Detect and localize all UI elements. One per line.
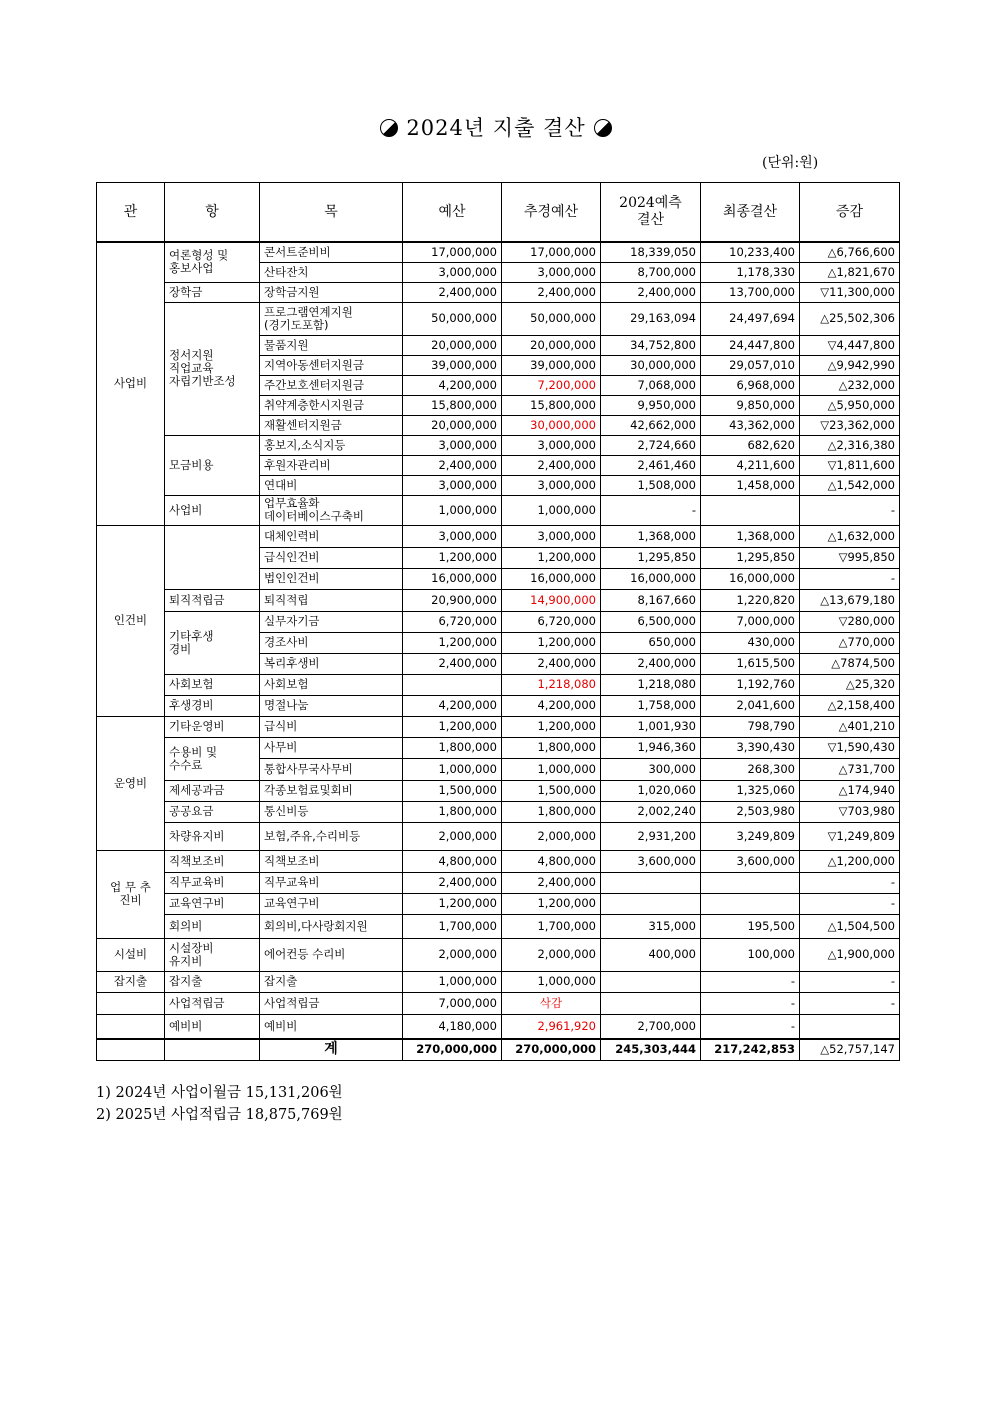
cell-final: 10,233,400: [701, 242, 800, 262]
cell-mok: 업무효율화 데이터베이스구축비: [260, 495, 403, 525]
cell-change: △1,900,000: [800, 938, 900, 971]
cell-change: △1,821,670: [800, 262, 900, 282]
table-row: [97, 1014, 900, 1039]
cell-gwan: [97, 992, 165, 1014]
cell-mok: 퇴직적립: [260, 589, 403, 611]
cell-forecast: 16,000,000: [601, 568, 701, 589]
cell-final: 3,600,000: [701, 850, 800, 872]
cell-budget: 1,700,000: [403, 914, 502, 938]
cell-supplementary: 2,961,920: [502, 1014, 601, 1039]
cell-change: △25,320: [800, 674, 900, 695]
cell-budget: 3,000,000: [403, 435, 502, 455]
cell-mok: 법인인건비: [260, 568, 403, 589]
table-row: [97, 695, 900, 716]
cell-mok: 취약계층한시지원금: [260, 395, 403, 415]
title-text: 2024년 지출 결산: [406, 116, 586, 140]
cell-hang: 회의비: [165, 914, 260, 938]
cell-final: -: [701, 971, 800, 992]
cell-budget: 1,200,000: [403, 632, 502, 653]
cell-hang: 시설장비 유지비: [165, 938, 260, 971]
cell-final: -: [701, 1014, 800, 1039]
cell-change: △1,200,000: [800, 850, 900, 872]
cell-budget: 1,200,000: [403, 716, 502, 737]
cell-supplementary: 30,000,000: [502, 415, 601, 435]
cell-mok: 연대비: [260, 475, 403, 495]
cell-mok: 잡지출: [260, 971, 403, 992]
cell-supplementary: 삭감: [502, 992, 601, 1014]
table-row: [97, 893, 900, 914]
cell-budget: 39,000,000: [403, 355, 502, 375]
cell-mok: 통합사무국사무비: [260, 758, 403, 780]
cell-budget: 16,000,000: [403, 568, 502, 589]
cell-hang: 잡지출: [165, 971, 260, 992]
header-supplementary-budget: 추경예산: [502, 183, 601, 243]
table-row: [97, 801, 900, 822]
cell-mok: 주간보호센터지원금: [260, 375, 403, 395]
cell-forecast: 650,000: [601, 632, 701, 653]
cell-supplementary: 3,000,000: [502, 435, 601, 455]
cell-final: -: [701, 992, 800, 1014]
table-row: [97, 302, 900, 335]
cell-forecast: 3,600,000: [601, 850, 701, 872]
table-row: [97, 780, 900, 801]
cell-change: △5,950,000: [800, 395, 900, 415]
header-change: 증감: [800, 183, 900, 243]
cell-supplementary: 1,800,000: [502, 801, 601, 822]
cell-mok: 산타잔치: [260, 262, 403, 282]
cell-budget: 7,000,000: [403, 992, 502, 1014]
cell-forecast: 42,662,000: [601, 415, 701, 435]
cell-budget: 1,800,000: [403, 801, 502, 822]
cell-budget: 20,900,000: [403, 589, 502, 611]
cell-budget: 20,000,000: [403, 415, 502, 435]
cell-supplementary: 1,500,000: [502, 780, 601, 801]
cell-change: -: [800, 872, 900, 893]
cell-budget: 1,500,000: [403, 780, 502, 801]
cell-hang: 기타운영비: [165, 716, 260, 737]
cell-change: ▽703,980: [800, 801, 900, 822]
header-budget: 예산: [403, 183, 502, 243]
cell-budget: 1,800,000: [403, 737, 502, 758]
cell-hang: 정서지원 직업교육 자립기반조성: [165, 302, 260, 435]
total-final: 217,242,853: [701, 1039, 800, 1060]
cell-forecast: 2,002,240: [601, 801, 701, 822]
cell-forecast: 18,339,050: [601, 242, 701, 262]
cell-forecast: 2,700,000: [601, 1014, 701, 1039]
cell-supplementary: 20,000,000: [502, 335, 601, 355]
cell-change: △1,632,000: [800, 525, 900, 547]
cell-forecast: 1,508,000: [601, 475, 701, 495]
cell-supplementary: 2,400,000: [502, 282, 601, 302]
cell-mok: 급식비: [260, 716, 403, 737]
cell-forecast: 300,000: [601, 758, 701, 780]
cell-forecast: 8,167,660: [601, 589, 701, 611]
cell-supplementary: 1,200,000: [502, 716, 601, 737]
cell-forecast: 400,000: [601, 938, 701, 971]
cell-forecast: [601, 872, 701, 893]
cell-hang: 수용비 및 수수료: [165, 737, 260, 780]
cell-final: 1,325,060: [701, 780, 800, 801]
cell-hang: 후생경비: [165, 695, 260, 716]
cell-forecast: 2,400,000: [601, 282, 701, 302]
header-hang: 항: [165, 183, 260, 243]
cell-supplementary: 50,000,000: [502, 302, 601, 335]
cell-supplementary: 39,000,000: [502, 355, 601, 375]
table-row: [97, 674, 900, 695]
table-row: [97, 822, 900, 850]
cell-change: ▽1,590,430: [800, 737, 900, 758]
total-budget: 270,000,000: [403, 1039, 502, 1060]
cell-budget: 20,000,000: [403, 335, 502, 355]
cell-mok: 경조사비: [260, 632, 403, 653]
cell-mok: 사회보험: [260, 674, 403, 695]
cell-supplementary: 1,000,000: [502, 971, 601, 992]
cell-final: 16,000,000: [701, 568, 800, 589]
cell-forecast: 30,000,000: [601, 355, 701, 375]
cell-supplementary: 17,000,000: [502, 242, 601, 262]
header-gwan: 관: [97, 183, 165, 243]
cell-mok: 사업적립금: [260, 992, 403, 1014]
note-reserve: 2) 2025년 사업적립금 18,875,769원: [96, 1107, 343, 1123]
cell-gwan: 잡지출: [97, 971, 165, 992]
table-row: [97, 282, 900, 302]
total-blank: [165, 1039, 260, 1060]
cell-supplementary: 16,000,000: [502, 568, 601, 589]
cell-budget: 2,000,000: [403, 938, 502, 971]
cell-change: △1,542,000: [800, 475, 900, 495]
cell-final: [701, 495, 800, 525]
cell-budget: 1,200,000: [403, 893, 502, 914]
cell-budget: 1,000,000: [403, 758, 502, 780]
cell-final: 24,447,800: [701, 335, 800, 355]
cell-budget: 1,200,000: [403, 547, 502, 568]
cell-supplementary: 1,800,000: [502, 737, 601, 758]
cell-forecast: 2,461,460: [601, 455, 701, 475]
cell-change: △6,766,600: [800, 242, 900, 262]
cell-final: 13,700,000: [701, 282, 800, 302]
cell-budget: 4,200,000: [403, 375, 502, 395]
cell-change: △13,679,180: [800, 589, 900, 611]
cell-final: 7,000,000: [701, 611, 800, 632]
cell-budget: 4,180,000: [403, 1014, 502, 1039]
cell-final: 1,458,000: [701, 475, 800, 495]
cell-forecast: 6,500,000: [601, 611, 701, 632]
cell-hang: 퇴직적립금: [165, 589, 260, 611]
cell-mok: 실무자기금: [260, 611, 403, 632]
cell-gwan: [97, 1014, 165, 1039]
total-label: 계: [260, 1039, 403, 1060]
cell-supplementary: 4,800,000: [502, 850, 601, 872]
cell-change: -: [800, 992, 900, 1014]
cell-forecast: [601, 971, 701, 992]
cell-forecast: -: [601, 495, 701, 525]
cell-mok: 장학금지원: [260, 282, 403, 302]
cell-mok: 후원자관리비: [260, 455, 403, 475]
cell-budget: 3,000,000: [403, 525, 502, 547]
cell-hang: 공공요금: [165, 801, 260, 822]
cell-change: -: [800, 568, 900, 589]
cell-hang: 예비비: [165, 1014, 260, 1039]
cell-change: ▽1,811,600: [800, 455, 900, 475]
cell-supplementary: 6,720,000: [502, 611, 601, 632]
notes: [96, 1082, 343, 1126]
table-row: [97, 992, 900, 1014]
cell-final: 1,368,000: [701, 525, 800, 547]
cell-hang: 장학금: [165, 282, 260, 302]
cell-mok: 재활센터지원금: [260, 415, 403, 435]
header-forecast: 2024예측 결산: [601, 183, 701, 243]
table-row: [97, 914, 900, 938]
cell-change: △9,942,990: [800, 355, 900, 375]
cell-change: ▽280,000: [800, 611, 900, 632]
total-blank: [97, 1039, 165, 1060]
cell-forecast: 1,001,930: [601, 716, 701, 737]
table-row: [97, 495, 900, 525]
cell-mok: 회의비,다사랑회지원: [260, 914, 403, 938]
cell-supplementary: 2,000,000: [502, 822, 601, 850]
cell-final: [701, 893, 800, 914]
cell-budget: 2,400,000: [403, 455, 502, 475]
cell-supplementary: 14,900,000: [502, 589, 601, 611]
cell-mok: 콘서트준비비: [260, 242, 403, 262]
table-row: [97, 872, 900, 893]
cell-mok: 복리후생비: [260, 653, 403, 674]
expenditure-table: [96, 182, 900, 1061]
cell-final: 2,503,980: [701, 801, 800, 822]
cell-hang: 직무교육비: [165, 872, 260, 893]
cell-forecast: 8,700,000: [601, 262, 701, 282]
header-mok: 목: [260, 183, 403, 243]
cell-final: 100,000: [701, 938, 800, 971]
cell-change: △232,000: [800, 375, 900, 395]
table-row: [97, 435, 900, 455]
cell-hang: 사업비: [165, 495, 260, 525]
cell-budget: 2,000,000: [403, 822, 502, 850]
cell-mok: 급식인건비: [260, 547, 403, 568]
cell-change: ▽1,249,809: [800, 822, 900, 850]
cell-final: 24,497,694: [701, 302, 800, 335]
cell-mok: 프로그램연계지원 (경기도포함): [260, 302, 403, 335]
cell-mok: 에어컨등 수리비: [260, 938, 403, 971]
cell-hang: 모금비용: [165, 435, 260, 495]
cell-mok: 통신비등: [260, 801, 403, 822]
cell-mok: 직책보조비: [260, 850, 403, 872]
cell-forecast: 2,400,000: [601, 653, 701, 674]
cell-supplementary: 15,800,000: [502, 395, 601, 415]
cell-final: 682,620: [701, 435, 800, 455]
cell-supplementary: 2,000,000: [502, 938, 601, 971]
cell-mok: 교육연구비: [260, 893, 403, 914]
cell-final: 430,000: [701, 632, 800, 653]
cell-final: 1,615,500: [701, 653, 800, 674]
cell-final: 195,500: [701, 914, 800, 938]
cell-supplementary: 4,200,000: [502, 695, 601, 716]
cell-supplementary: 7,200,000: [502, 375, 601, 395]
cell-forecast: 9,950,000: [601, 395, 701, 415]
cell-supplementary: 3,000,000: [502, 475, 601, 495]
cell-budget: 3,000,000: [403, 262, 502, 282]
cell-mok: 직무교육비: [260, 872, 403, 893]
cell-forecast: 7,068,000: [601, 375, 701, 395]
cell-mok: 보험,주유,수리비등: [260, 822, 403, 850]
cell-budget: [403, 674, 502, 695]
cell-hang: 차량유지비: [165, 822, 260, 850]
cell-mok: 홍보지,소식지등: [260, 435, 403, 455]
cell-mok: 각종보험료및회비: [260, 780, 403, 801]
total-supplementary: 270,000,000: [502, 1039, 601, 1060]
cell-mok: 명절나눔: [260, 695, 403, 716]
cell-supplementary: 1,200,000: [502, 893, 601, 914]
cell-hang: [165, 525, 260, 589]
cell-supplementary: 2,400,000: [502, 455, 601, 475]
cell-change: △174,940: [800, 780, 900, 801]
cell-mok: 지역아동센터지원금: [260, 355, 403, 375]
cell-final: 3,249,809: [701, 822, 800, 850]
cell-forecast: 2,724,660: [601, 435, 701, 455]
cell-budget: 3,000,000: [403, 475, 502, 495]
cell-final: 43,362,000: [701, 415, 800, 435]
cell-change: △2,316,380: [800, 435, 900, 455]
cell-supplementary: 1,000,000: [502, 758, 601, 780]
taegeuk-icon: [594, 119, 612, 137]
cell-hang: 사업적립금: [165, 992, 260, 1014]
cell-change: -: [800, 971, 900, 992]
cell-change: △401,210: [800, 716, 900, 737]
cell-change: ▽995,850: [800, 547, 900, 568]
cell-final: 2,041,600: [701, 695, 800, 716]
cell-forecast: 1,295,850: [601, 547, 701, 568]
table-row: [97, 938, 900, 971]
cell-forecast: 1,368,000: [601, 525, 701, 547]
page-title: [0, 112, 992, 142]
cell-final: 1,295,850: [701, 547, 800, 568]
table-row: [97, 971, 900, 992]
table-row: [97, 589, 900, 611]
cell-supplementary: 1,200,000: [502, 632, 601, 653]
taegeuk-icon: [380, 119, 398, 137]
header-row: [97, 183, 900, 243]
cell-final: [701, 872, 800, 893]
cell-budget: 4,200,000: [403, 695, 502, 716]
cell-final: 6,968,000: [701, 375, 800, 395]
cell-budget: 6,720,000: [403, 611, 502, 632]
table-row: [97, 737, 900, 758]
cell-final: 1,220,820: [701, 589, 800, 611]
table-row: [97, 525, 900, 547]
cell-final: 29,057,010: [701, 355, 800, 375]
cell-change: -: [800, 495, 900, 525]
cell-change: ▽11,300,000: [800, 282, 900, 302]
table-row: [97, 716, 900, 737]
cell-supplementary: 2,400,000: [502, 872, 601, 893]
cell-gwan: 시설비: [97, 938, 165, 971]
cell-forecast: 2,931,200: [601, 822, 701, 850]
cell-supplementary: 3,000,000: [502, 262, 601, 282]
table-row: [97, 242, 900, 262]
cell-supplementary: 3,000,000: [502, 525, 601, 547]
cell-budget: 2,400,000: [403, 282, 502, 302]
cell-budget: 1,000,000: [403, 971, 502, 992]
cell-final: 798,790: [701, 716, 800, 737]
cell-final: 1,178,330: [701, 262, 800, 282]
total-forecast: 245,303,444: [601, 1039, 701, 1060]
cell-final: 4,211,600: [701, 455, 800, 475]
cell-hang: 여론형성 및 홍보사업: [165, 242, 260, 282]
cell-change: △2,158,400: [800, 695, 900, 716]
cell-budget: 1,000,000: [403, 495, 502, 525]
cell-change: ▽23,362,000: [800, 415, 900, 435]
cell-budget: 2,400,000: [403, 653, 502, 674]
cell-hang: 교육연구비: [165, 893, 260, 914]
cell-gwan: 인건비: [97, 525, 165, 716]
unit-label: (단위:원): [762, 155, 819, 171]
cell-budget: 50,000,000: [403, 302, 502, 335]
cell-supplementary: 1,700,000: [502, 914, 601, 938]
cell-final: 1,192,760: [701, 674, 800, 695]
cell-supplementary: 2,400,000: [502, 653, 601, 674]
cell-gwan: 운영비: [97, 716, 165, 850]
cell-budget: 17,000,000: [403, 242, 502, 262]
cell-change: △7874,500: [800, 653, 900, 674]
cell-forecast: 1,020,060: [601, 780, 701, 801]
cell-gwan: 사업비: [97, 242, 165, 525]
cell-change: △731,700: [800, 758, 900, 780]
cell-forecast: 29,163,094: [601, 302, 701, 335]
cell-forecast: 1,218,080: [601, 674, 701, 695]
cell-forecast: 1,946,360: [601, 737, 701, 758]
note-carryover: 1) 2024년 사업이월금 15,131,206원: [96, 1085, 343, 1101]
cell-final: 3,390,430: [701, 737, 800, 758]
cell-hang: 직책보조비: [165, 850, 260, 872]
cell-supplementary: 1,218,080: [502, 674, 601, 695]
cell-budget: 2,400,000: [403, 872, 502, 893]
cell-mok: 사무비: [260, 737, 403, 758]
cell-final: 9,850,000: [701, 395, 800, 415]
table-row: [97, 611, 900, 632]
cell-mok: 예비비: [260, 1014, 403, 1039]
cell-change: △770,000: [800, 632, 900, 653]
cell-mok: 물품지원: [260, 335, 403, 355]
cell-gwan: 업 무 추 진비: [97, 850, 165, 938]
cell-final: 268,300: [701, 758, 800, 780]
cell-forecast: 315,000: [601, 914, 701, 938]
cell-budget: 4,800,000: [403, 850, 502, 872]
cell-forecast: 34,752,800: [601, 335, 701, 355]
cell-change: ▽4,447,800: [800, 335, 900, 355]
cell-mok: 대체인력비: [260, 525, 403, 547]
cell-change: △25,502,306: [800, 302, 900, 335]
cell-budget: 15,800,000: [403, 395, 502, 415]
cell-change: -: [800, 893, 900, 914]
total-row: [97, 1039, 900, 1060]
header-final: 최종결산: [701, 183, 800, 243]
table-body: [97, 242, 900, 1039]
cell-supplementary: 1,000,000: [502, 495, 601, 525]
cell-supplementary: 1,200,000: [502, 547, 601, 568]
cell-hang: 사회보험: [165, 674, 260, 695]
cell-forecast: 1,758,000: [601, 695, 701, 716]
cell-forecast: [601, 992, 701, 1014]
table-row: [97, 850, 900, 872]
cell-forecast: [601, 893, 701, 914]
cell-hang: 기타후생 경비: [165, 611, 260, 674]
cell-change: [800, 1014, 900, 1039]
cell-hang: 제세공과금: [165, 780, 260, 801]
cell-change: △1,504,500: [800, 914, 900, 938]
total-change: △52,757,147: [800, 1039, 900, 1060]
